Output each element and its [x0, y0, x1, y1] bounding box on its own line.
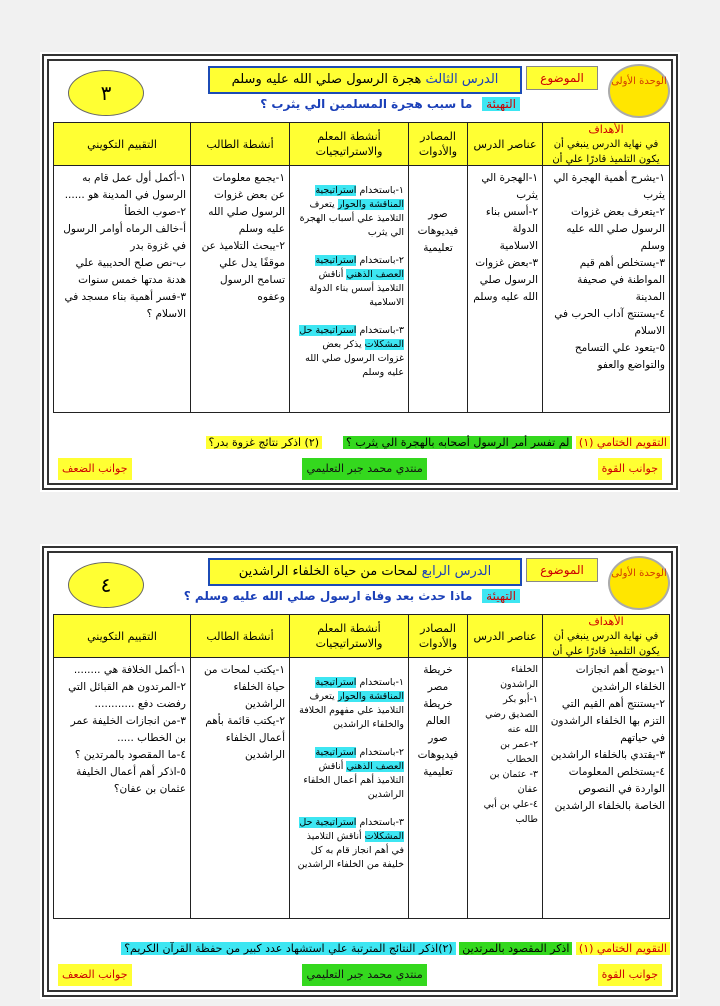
student-column — [190, 122, 290, 413]
intro-label: التهيئة — [482, 589, 520, 603]
lesson-plan-sheet-4 — [40, 544, 680, 999]
final-label: التقويم الختامي (١) — [576, 436, 670, 449]
elements-column — [467, 614, 543, 919]
teacher-column — [289, 614, 409, 919]
assessment-header: التقييم التكويني — [54, 123, 190, 166]
intro-question: ماذا حدث بعد وفاة ارسول صلي الله عليه وسلم ؟ — [183, 589, 473, 603]
final-evaluation-row — [50, 432, 670, 454]
unit-badge: الوحدة الأولى — [608, 556, 670, 610]
resources-column — [408, 614, 468, 919]
final-question-2: (٢) اذكر نتائج غزوة بدر؟ — [206, 436, 323, 449]
topic-label: الموضوع — [526, 558, 598, 582]
lesson-number: الدرس الرابع — [421, 564, 492, 579]
elements-cell: الخلفاء الراشدون ١-أبو بكر الصديق رضي الله عنه ٢-عمر بن الخطاب ٣- عثمان بن عفان ٤-علي بن أبي طالب — [483, 664, 538, 825]
lesson-table — [50, 122, 670, 413]
forum-label: منتدي محمد جبر التعليمي — [302, 964, 426, 986]
elements-header: عناصر الدرس — [468, 615, 542, 658]
resources-header: المصادر والأدوات — [409, 615, 467, 658]
student-cell: ١-يجمع معلومات عن بعض غزوات الرسول صلي الله عليه وسلم ٢-يبحث التلاميذ عن موقفًا يدل علي تسامح الرسول وعفوه — [201, 172, 285, 303]
resources-cell: خريطة مصر خريطة العالم صور فيديوهات تعليمية — [417, 664, 459, 778]
assessment-cell: ١-أكمل أول عمل قام به الرسول في المدينة هو ...... ٢-صوب الخطأ أ-خالف الرماه أوامر الرسول في غزوة بدر ب-نص صلح الحديبية علي هدنة مدتها خمس سنوات ٣-فسر أهمية بناء مسجد في الاسلام ؟ — [63, 172, 186, 320]
elements-cell: ١-الهجرة الي يثرب ٢-أسس بناء الدولة الاسلامية ٣-بعض غزوات الرسول صلي الله عليه وسلم — [473, 172, 538, 303]
goals-column — [542, 122, 670, 413]
intro-question: ما سبب هجرة المسلمين الي يثرب ؟ — [260, 97, 473, 111]
final-evaluation-row — [50, 938, 670, 960]
assessment-cell: ١-أكمل الخلافة هي ........ ٢-المرتدون هم القبائل التي رفضت دفع ............ ٣-من انجازات الخليفة عمر بن الخطاب ..... ٤-ما المقصود بالمرتدين ؟ ٥-اذكر أهم أعمال الخليفة عثمان بن عفان؟ — [68, 664, 186, 795]
intro-row — [184, 586, 520, 606]
weaknesses-label: جوانب الضعف — [58, 964, 132, 986]
sheet-content — [50, 64, 670, 482]
resources-cell: صور فيديوهات تعليمية — [417, 208, 459, 254]
goals-column — [542, 614, 670, 919]
elements-header: عناصر الدرس — [468, 123, 542, 166]
teacher-cell: ١-باستخدام استراتيجية المناقشة والحوار يتعرف التلاميذ علي أسباب الهجرة الي يثرب ٢-باستخدام استراتيجية العصف الذهني أناقش التلاميذ أسس بناء الدولة الاسلامية ٣-باستخدام استراتيجية حل المشكلات يذكر بعض غزوات الرسول صلي الله عليه وسلم — [299, 185, 404, 378]
resources-column — [408, 122, 468, 413]
lesson-title: هجرة الرسول صلي الله عليه وسلم — [231, 72, 422, 87]
student-header: أنشطة الطالب — [191, 123, 289, 166]
footer-row — [50, 458, 670, 480]
lesson-number: الدرس الثالث — [425, 72, 499, 87]
page-number-badge: ٣ — [68, 70, 144, 116]
topic-label: الموضوع — [526, 66, 598, 90]
strengths-label: جوانب القوة — [598, 964, 662, 986]
goals-cell: ١-يشرح أهمية الهجرة الي يثرب ٢-يتعرف بعض غزوات الرسول صلي الله عليه وسلم ٣-يستخلص أهم قيم المواطنة في صحيفة المدينة ٤-يستنتج آداب الحرب في الاسلام ٥-يتعود علي التسامح والتواضع والعفو — [553, 172, 665, 371]
teacher-header: أنشطة المعلم والاستراتيجيات — [290, 123, 408, 166]
assessment-header: التقييم التكويني — [54, 615, 190, 658]
unit-badge: الوحدة الأولى — [608, 64, 670, 118]
resources-header: المصادر والأدوات — [409, 123, 467, 166]
lesson-table — [50, 614, 670, 919]
final-label: التقويم الختامي (١) — [576, 942, 670, 955]
intro-row — [260, 94, 520, 114]
final-question-1: اذكر المقصود بالمرتدين — [459, 942, 572, 955]
forum-label: منتدي محمد جبر التعليمي — [302, 458, 426, 480]
final-question-1: لم تفسر أمر الرسول أصحابه بالهجرة الي يثرب ؟ — [343, 436, 572, 449]
student-column — [190, 614, 290, 919]
intro-label: التهيئة — [482, 97, 520, 111]
sheet-content — [50, 556, 670, 989]
lesson-title-box — [208, 558, 522, 586]
lesson-title: لمحات من حياة الخلفاء الراشدين — [238, 564, 418, 579]
footer-row — [50, 964, 670, 986]
strengths-label: جوانب القوة — [598, 458, 662, 480]
teacher-column — [289, 122, 409, 413]
student-header: أنشطة الطالب — [191, 615, 289, 658]
weaknesses-label: جوانب الضعف — [58, 458, 132, 480]
lesson-plan-sheet-3 — [40, 52, 680, 492]
lesson-title-box — [208, 66, 522, 94]
goals-cell: ١-يوضح أهم انجازات الخلفاء الراشدين ٢-يستنتج أهم القيم التي التزم بها الخلفاء الراشدون في حياتهم ٣-يقتدي بالخلفاء الراشدين ٤-يستخلص المعلومات الواردة في النصوص الخاصة بالخلفاء الراشدين — [550, 664, 665, 812]
goals-header: الأهداف في نهاية الدرس ينبغي أن يكون التلميذ قادرًا علي أن — [543, 615, 669, 658]
teacher-header: أنشطة المعلم والاستراتيجيات — [290, 615, 408, 658]
elements-column — [467, 122, 543, 413]
student-cell: ١-يكتب لمحات من حياة الخلفاء الراشدين ٢-يكتب قائمة بأهم أعمال الخلفاء الراشدين — [203, 664, 285, 761]
teacher-cell: ١-باستخدام استراتيجية المناقشة والحوار يتعرف التلاميذ علي مفهوم الخلافة والخلفاء الراشدين ٢-باستخدام استراتيجية العصف الذهني أناقش التلاميذ أهم أعمال الخلفاء الراشدين ٣-باستخدام استراتيجية حل المشكلات أناقش التلاميذ في أهم انجاز قام به كل خليفة من الخلفاء الراشدين — [297, 677, 404, 870]
final-question-2: (٢)اذكر النتائج المترتبة علي استشهاد عدد كبير من حفظة القرآن الكريم؟ — [121, 942, 456, 955]
assessment-column — [53, 122, 191, 413]
page-number-badge: ٤ — [68, 562, 144, 608]
goals-header: الأهداف في نهاية الدرس ينبغي أن يكون التلميذ قادرًا علي أن — [543, 123, 669, 166]
assessment-column — [53, 614, 191, 919]
